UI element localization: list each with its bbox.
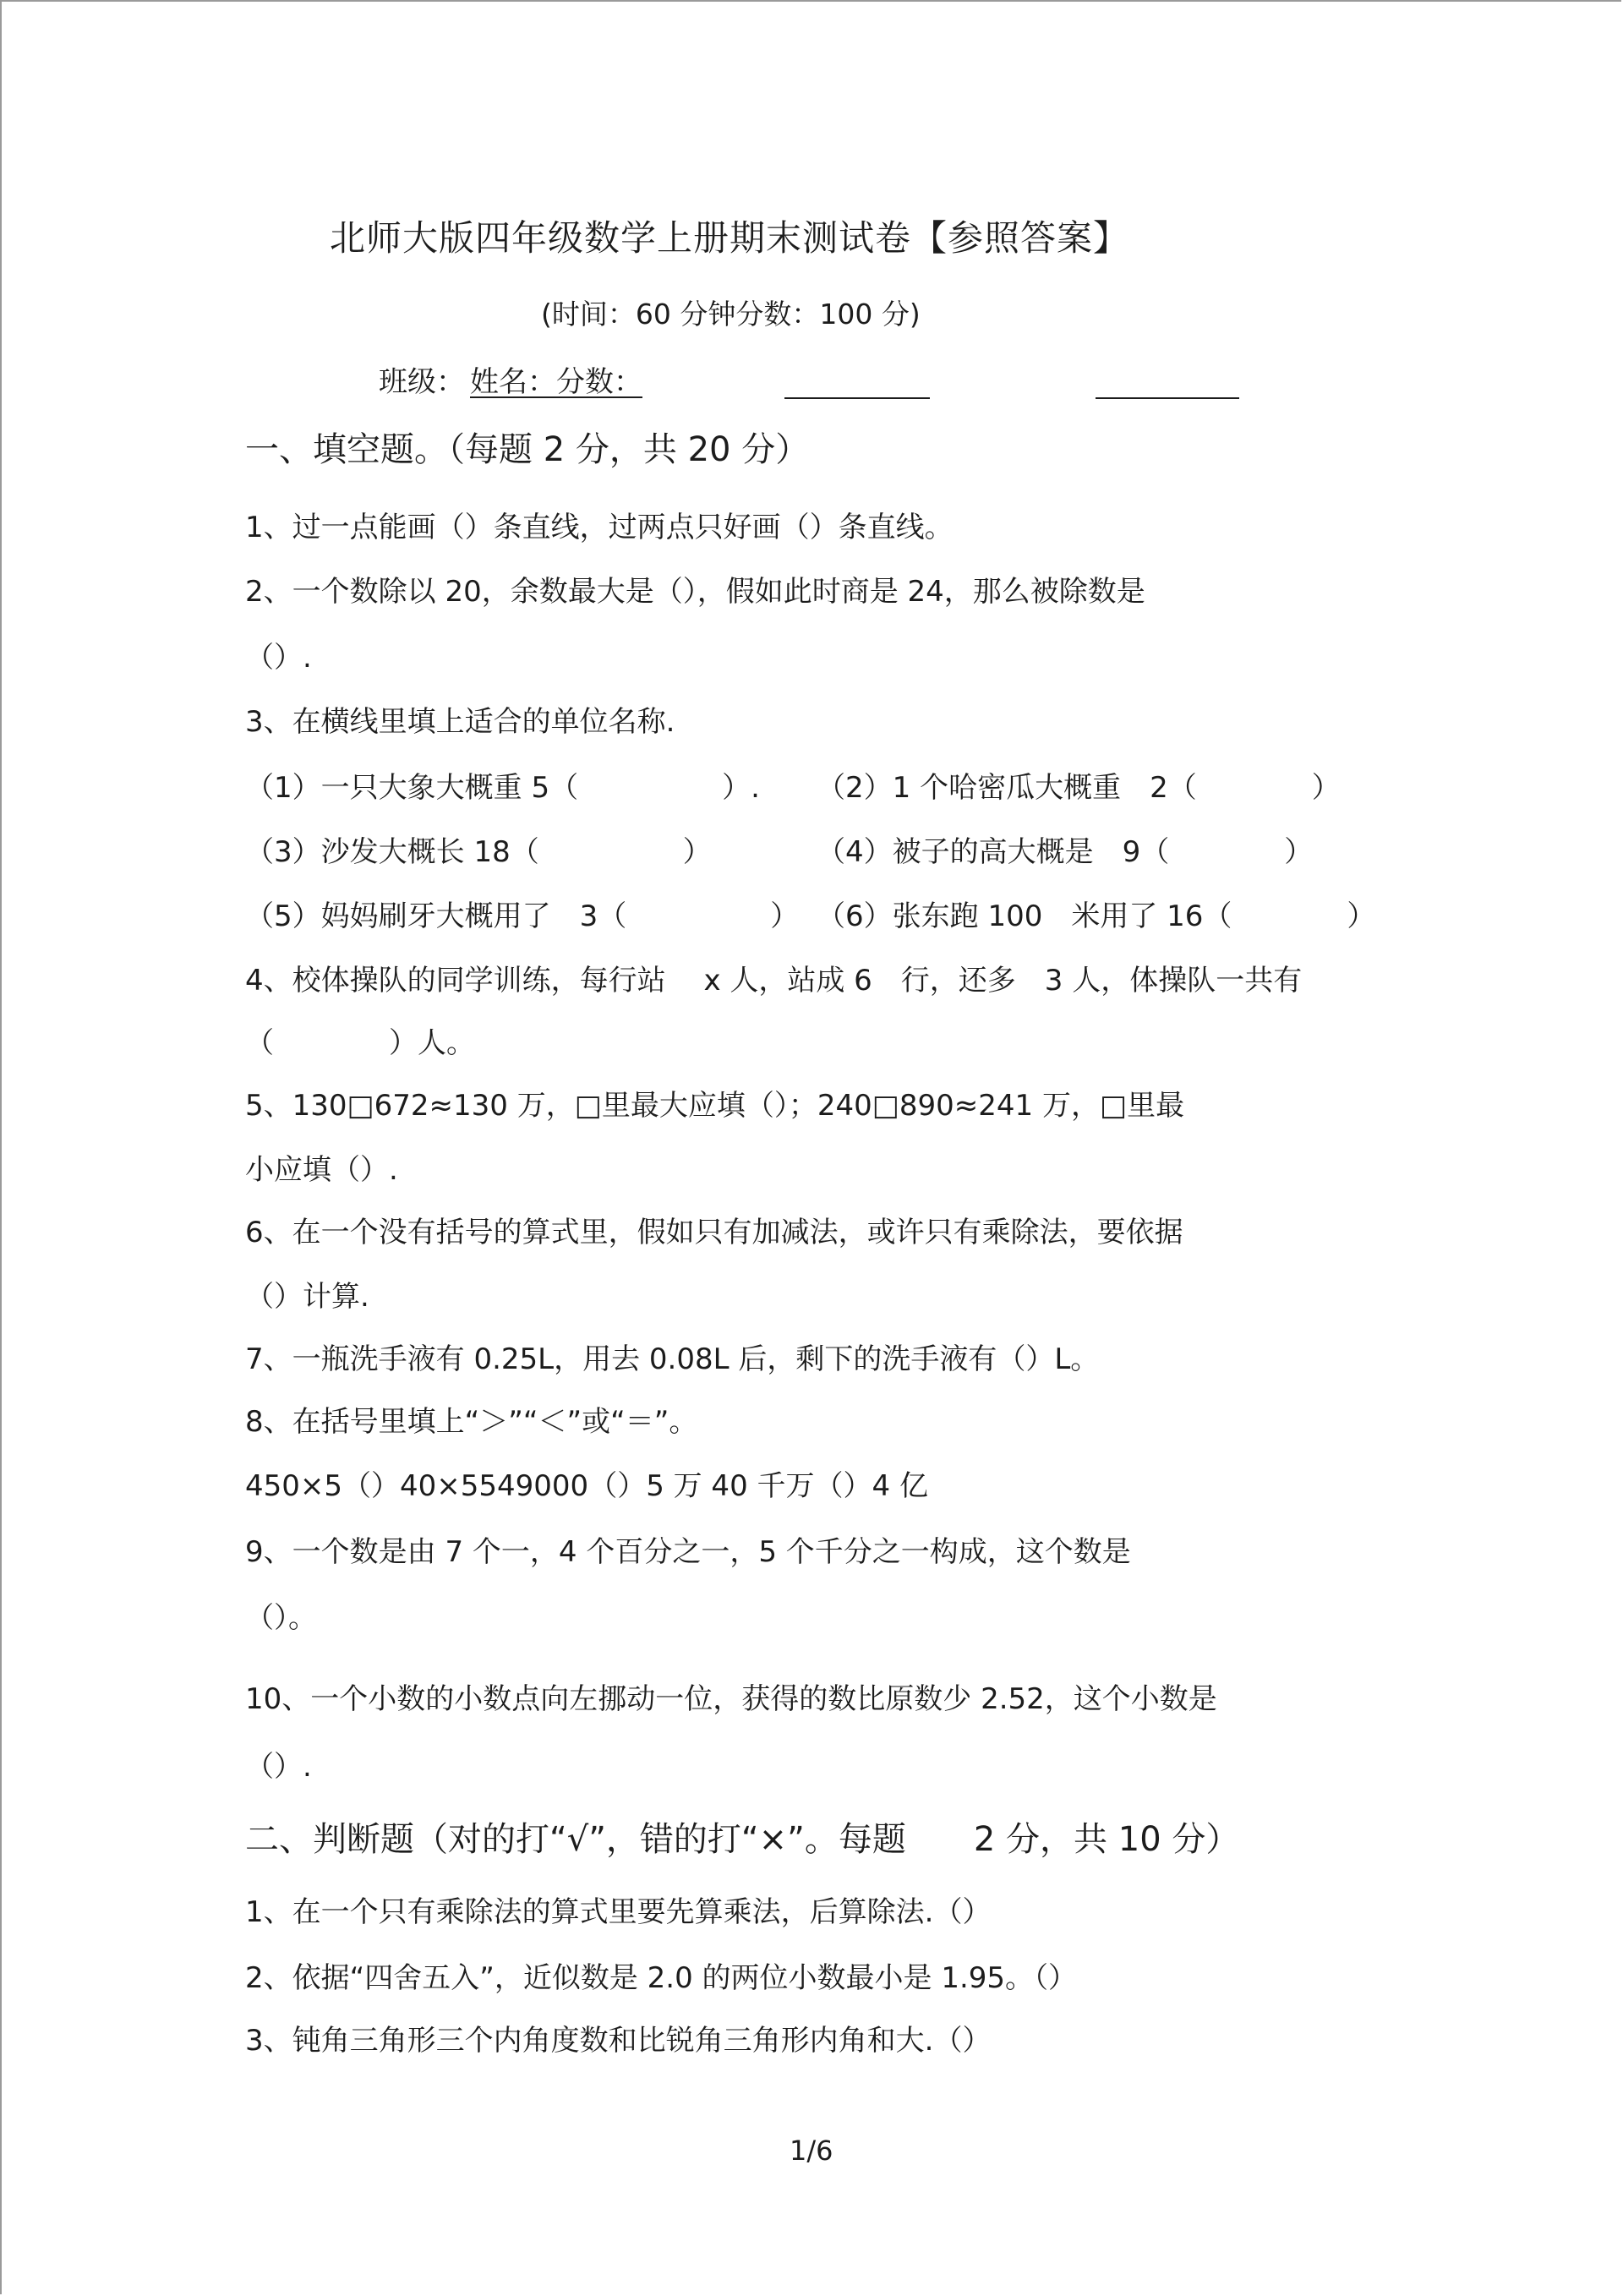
document-title: 北师大版四年级数学上册期末测试卷【参照答案】 [330,217,1130,259]
question-1-5-cont: 小应填（）. [245,1153,398,1187]
section-2-heading: 二、判断题（对的打“√”，错的打“×”。每题 2 分，共 10 分） [245,1820,1240,1859]
question-1-3-part-2: （2）1 个哈密瓜大概重 2（ ） [817,771,1341,805]
class-label: 班级： [379,365,465,399]
question-1-6: 6、在一个没有括号的算式里，假如只有加减法，或许只有乘除法，要依据 [245,1216,1183,1249]
document-subtitle: (时间：60 分钟分数：100 分) [541,298,921,331]
question-1-8-items: 450×5（）40×5549000（）5 万 40 千万（）4 亿 [245,1469,928,1503]
page-number: 1/6 [790,2135,833,2167]
section-1-heading: 一、填空题。（每题 2 分，共 20 分） [245,430,810,469]
name-score-label: 姓名：分数： [470,365,642,399]
question-1-8: 8、在括号里填上“＞”“＜”或“＝”。 [245,1405,698,1439]
question-1-9: 9、一个数是由 7 个一，4 个百分之一，5 个千分之一构成，这个数是 [245,1535,1131,1569]
score-blank-line[interactable] [1096,397,1239,399]
question-1-2-cont: （）. [245,641,312,675]
question-1-9-cont: （）。 [245,1601,317,1635]
question-1-4-cont: （ ）人。 [245,1026,475,1060]
question-1-7: 7、一瓶洗手液有 0.25L，用去 0.08L 后，剩下的洗手液有（）L。 [245,1342,1100,1376]
question-1-10: 10、一个小数的小数点向左挪动一位，获得的数比原数少 2.52，这个小数是 [245,1682,1217,1716]
question-1-3-part-5: （5）妈妈刷牙大概用了 3（ ） [245,899,800,933]
question-1-10-cont: （）. [245,1750,312,1784]
question-1-2: 2、一个数除以 20，余数最大是（），假如此时商是 24，那么被除数是 [245,575,1145,609]
question-2-2: 2、依据“四舍五入”，近似数是 2.0 的两位小数最小是 1.95。（） [245,1961,1078,1995]
question-1-3-part-6: （6）张东跑 100 米用了 16（ ） [817,899,1376,933]
question-2-1: 1、在一个只有乘除法的算式里要先算乘法，后算除法.（） [245,1895,992,1929]
question-1-1: 1、过一点能画（）条直线，过两点只好画（）条直线。 [245,511,954,544]
question-1-3: 3、在横线里填上适合的单位名称. [245,705,675,739]
question-1-6-cont: （）计算. [245,1280,369,1314]
question-2-3: 3、钝角三角形三个内角度数和比锐角三角形内角和大.（） [245,2024,992,2058]
question-1-3-part-4: （4）被子的高大概是 9（ ） [817,835,1314,869]
question-1-5: 5、130□672≈130 万，□里最大应填（）；240□890≈241 万，□里最 [245,1089,1185,1123]
question-1-4: 4、校体操队的同学训练，每行站 x 人，站成 6 行，还多 3 人，体操队一共有 [245,964,1303,998]
name-blank-line[interactable] [784,397,930,399]
question-1-3-part-1: （1）一只大象大概重 5（ ）. [245,771,760,805]
question-1-3-part-3: （3）沙发大概长 18（ ） [245,835,712,869]
